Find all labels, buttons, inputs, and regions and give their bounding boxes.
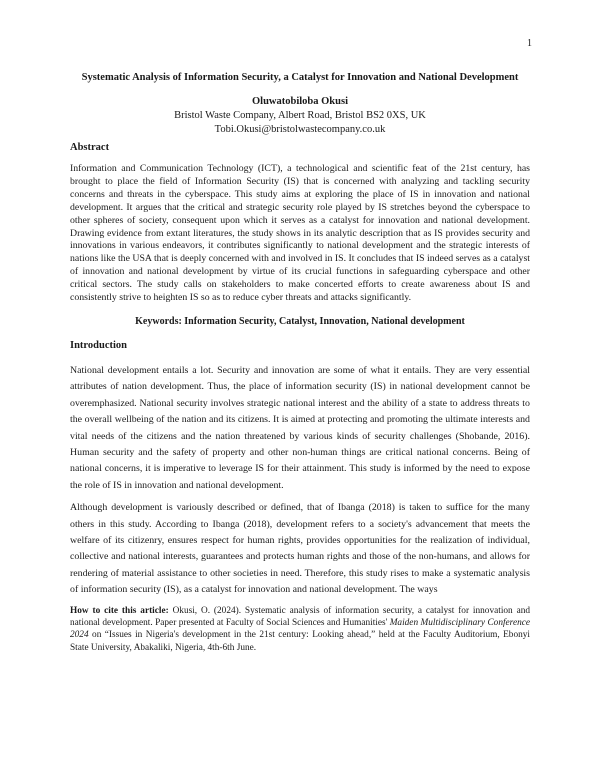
intro-paragraph-1: National development entails a lot. Security and innovation are some of what it entails. They are very essential attributes of nation development. Thus, the place of information security (IS) in national development cannot be overemphasized. National security involves strategic national interest and the ability of a state to address threats to the overall wellbeing of the nation and its citizens. It is aimed at protecting and promoting the ultimate interests and vital needs of the citizens and the nation threatened by various kinds of security challenges (Shobande, 2016). Human security and the safety of property and other non-human things are critical national concerns. Being of national concerns, it is imperative to leverage IS for their attainment. This study is informed by the need to expose the role of IS in innovation and national development. xyxy=(70,364,530,491)
introduction-heading: Introduction xyxy=(70,339,127,351)
abstract-text: Information and Communication Technology (ICT), a technological and scientific feat of the 21st century, has brought to place the field of Information Security (IS) that is concerned with analyzing and tackling security concerns and threats in the cyberspace. This study aims at exploring the place of IS in innovation and national development. It argues that the critical and strategic security role played by IS stretches beyond the cyberspace to other spheres of society, consequent upon which it serves as a catalyst for innovation and national development. Drawing evidence from extant literatures, the study shows in its analytic description that as IS provides security and innovations in various endeavors, it contributes significantly to national development and the strategic interests of nations like the USA that is deeply concerned with and involved in IS. It concludes that IS indeed serves as a catalyst of innovation and national development by virtue of its crucial functions in safeguarding cyberspace and other critical sectors. The study calls on stakeholders to make concerted efforts to create awareness about IS and consistently strive to heighten IS so as to reduce cyber threats and attacks significantly. xyxy=(70,163,530,304)
page-number: 1 xyxy=(527,38,532,49)
author-email: Tobi.Okusi@bristolwastecompany.co.uk xyxy=(214,124,386,135)
intro-paragraph-2: Although development is variously described or defined, that of Ibanga (2018) is taken to suffice for the many others in this study. According to Ibanga (2018), development refers to a society's advancement that meets the welfare of its citizenry, ensures respect for human rights, provides opportunities for the realization of individual, collective and national interests, guarantees and protects human rights and those of the non-humans, and allows for rendering of material assistance to other societies in need. Therefore, this study rises to make a systematic analysis of information security (IS), as a catalyst for innovation and national development. The ways xyxy=(70,502,530,596)
keywords: Keywords: Information Security, Catalyst, Innovation, National development xyxy=(135,315,465,327)
citation-text-2: on “Issues in Nigeria's development in the 21st century: Looking ahead,” held at the Faculty Auditorium, Ebonyi State University, Abakaliki, Nigeria, 4th-6th June. xyxy=(70,630,530,653)
citation-conference: Maiden Multidisciplinary Conference 2024 xyxy=(70,617,530,641)
citation-text-1: Okusi, O. (2024). Systematic analysis of information security, a catalyst for innovation and national development. Paper presented at Faculty of Social Sciences and Humanities' xyxy=(70,605,531,628)
abstract-heading: Abstract xyxy=(70,142,110,153)
citation-note xyxy=(70,605,530,654)
paper-body xyxy=(70,70,530,654)
author-affiliation: Bristol Waste Company, Albert Road, Bristol BS2 0XS, UK xyxy=(174,110,426,121)
citation-label: How to cite this article: xyxy=(70,605,169,616)
author-name: Oluwatobiloba Okusi xyxy=(252,96,348,107)
paper-title: Systematic Analysis of Information Security, a Catalyst for Innovation and National Development xyxy=(81,72,519,83)
